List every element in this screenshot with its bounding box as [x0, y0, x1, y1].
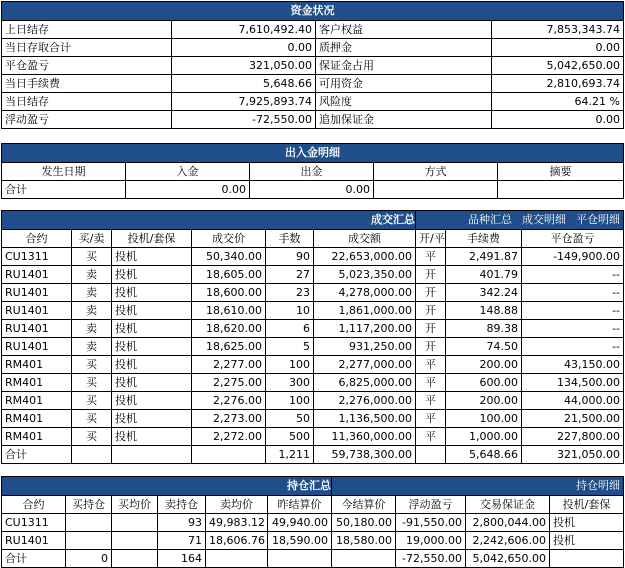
cell: 49,983.12 — [206, 514, 268, 532]
cell: 当日手续费 — [2, 75, 172, 93]
cell: 合计 — [2, 446, 72, 464]
cell: 6 — [266, 320, 314, 338]
cell: 合约 — [2, 230, 72, 248]
cell: 浮动盈亏 — [2, 111, 172, 129]
trades-header-row — [2, 230, 624, 248]
cell: 931,250.00 — [314, 338, 416, 356]
cell: 100 — [266, 356, 314, 374]
link-trade-detail[interactable]: 成交明细 — [522, 213, 567, 226]
cell — [374, 181, 498, 199]
cell: 2,273.00 — [192, 410, 266, 428]
cell: 164 — [158, 550, 206, 568]
cell: 64.21 % — [492, 93, 624, 111]
deposit-header-row — [2, 163, 624, 181]
cell — [112, 532, 158, 550]
cell: 2,242,606.00 — [466, 532, 550, 550]
cell: -- — [522, 266, 624, 284]
cell — [72, 446, 112, 464]
cell: 2,277.00 — [192, 356, 266, 374]
cell: 5,042,650.00 — [492, 57, 624, 75]
cell: -- — [522, 338, 624, 356]
cell — [498, 181, 624, 199]
cell: RU1401 — [2, 320, 72, 338]
table-row — [2, 428, 624, 446]
cell: 开 — [416, 320, 446, 338]
cell: 买 — [72, 428, 112, 446]
cell: 卖持仓 — [158, 496, 206, 514]
fund-row — [2, 111, 624, 129]
cell: 21,500.00 — [522, 410, 624, 428]
cell: 7,853,343.74 — [492, 21, 624, 39]
cell: 手续费 — [446, 230, 522, 248]
cell — [112, 550, 158, 568]
cell: 90 — [266, 248, 314, 266]
table-row — [2, 284, 624, 302]
cell: 7,925,893.74 — [172, 93, 316, 111]
cell: 合计 — [2, 550, 66, 568]
cell: RM401 — [2, 356, 72, 374]
cell: 2,277,000.00 — [314, 356, 416, 374]
cell: RU1401 — [2, 284, 72, 302]
cell: 321,050.00 — [522, 446, 624, 464]
cell: 平 — [416, 374, 446, 392]
cell: 交易保证金 — [466, 496, 550, 514]
cell: 5 — [266, 338, 314, 356]
cell: 1,861,000.00 — [314, 302, 416, 320]
cell: 成交额 — [314, 230, 416, 248]
cell: -- — [522, 320, 624, 338]
cell: 0.00 — [172, 39, 316, 57]
cell: 出金 — [250, 163, 374, 181]
cell: 开 — [416, 284, 446, 302]
link-variety-summary[interactable]: 品种汇总 — [468, 213, 513, 226]
cell: 买 — [72, 392, 112, 410]
cell: 投机 — [112, 338, 192, 356]
fund-row — [2, 75, 624, 93]
table-row — [2, 338, 624, 356]
cell: 摘要 — [498, 163, 624, 181]
positions-table — [1, 476, 624, 568]
cell: 手数 — [266, 230, 314, 248]
cell: CU1311 — [2, 248, 72, 266]
fund-row — [2, 21, 624, 39]
cell: 平 — [416, 248, 446, 266]
fund-row — [2, 39, 624, 57]
cell: 71 — [158, 532, 206, 550]
cell: 追加保证金 — [316, 111, 492, 129]
link-position-detail[interactable]: 持仓明细 — [576, 479, 620, 492]
cell: 入金 — [126, 163, 250, 181]
cell: 100.00 — [446, 410, 522, 428]
cell: 风险度 — [316, 93, 492, 111]
cell: 7,610,492.40 — [172, 21, 316, 39]
cell: 2,810,693.74 — [492, 75, 624, 93]
trades-title: 成交汇总 — [2, 211, 416, 230]
cell: 200.00 — [446, 392, 522, 410]
trades-total-row — [2, 446, 624, 464]
cell: 0.00 — [492, 39, 624, 57]
cell: 50,180.00 — [332, 514, 396, 532]
cell: 5,648.66 — [172, 75, 316, 93]
cell: 买 — [72, 410, 112, 428]
cell — [332, 550, 396, 568]
cell — [268, 550, 332, 568]
cell: 18,580.00 — [332, 532, 396, 550]
trades-table — [1, 210, 624, 464]
cell: 开 — [416, 266, 446, 284]
trades-links — [416, 211, 624, 230]
cell: 134,500.00 — [522, 374, 624, 392]
cell: 18,610.00 — [192, 302, 266, 320]
cell: 18,605.00 — [192, 266, 266, 284]
cell: 0.00 — [250, 181, 374, 199]
cell: 11,360,000.00 — [314, 428, 416, 446]
table-row — [2, 356, 624, 374]
cell: RM401 — [2, 392, 72, 410]
cell: 投机 — [112, 428, 192, 446]
cell: 当日结存 — [2, 93, 172, 111]
cell: 投机 — [112, 266, 192, 284]
cell: RU1401 — [2, 338, 72, 356]
cell: 600.00 — [446, 374, 522, 392]
cell: 59,738,300.00 — [314, 446, 416, 464]
cell: 投机 — [112, 374, 192, 392]
cell: 2,800,044.00 — [466, 514, 550, 532]
cell: RM401 — [2, 428, 72, 446]
fund-row — [2, 93, 624, 111]
cell: -91,550.00 — [396, 514, 466, 532]
cell: 投机 — [550, 532, 624, 550]
cell: -- — [522, 302, 624, 320]
cell: 投机 — [112, 284, 192, 302]
cell: 开/平 — [416, 230, 446, 248]
cell: 买/卖 — [72, 230, 112, 248]
positions-header-row — [2, 496, 624, 514]
cell: 买持仓 — [66, 496, 112, 514]
deposit-title: 出入金明细 — [2, 144, 624, 163]
cell: 43,150.00 — [522, 356, 624, 374]
cell: 当日存取合计 — [2, 39, 172, 57]
cell: 质押金 — [316, 39, 492, 57]
cell: RU1401 — [2, 266, 72, 284]
link-close-detail[interactable]: 平仓明细 — [576, 213, 621, 226]
cell: 6,825,000.00 — [314, 374, 416, 392]
cell: 2,276.00 — [192, 392, 266, 410]
cell: -- — [522, 284, 624, 302]
cell: 平仓盈亏 — [2, 57, 172, 75]
cell: 2,272.00 — [192, 428, 266, 446]
table-row — [2, 514, 624, 532]
cell: 5,042,650.00 — [466, 550, 550, 568]
cell: 1,000.00 — [446, 428, 522, 446]
deposit-total-row — [2, 181, 624, 199]
cell: 方式 — [374, 163, 498, 181]
cell: -149,900.00 — [522, 248, 624, 266]
table-row — [2, 410, 624, 428]
table-row — [2, 374, 624, 392]
cell: 投机 — [550, 514, 624, 532]
cell: 300 — [266, 374, 314, 392]
cell: 18,606.76 — [206, 532, 268, 550]
cell: 18,600.00 — [192, 284, 266, 302]
cell: 50,340.00 — [192, 248, 266, 266]
cell: 平仓盈亏 — [522, 230, 624, 248]
cell: 成交价 — [192, 230, 266, 248]
cell: 50 — [266, 410, 314, 428]
cell: CU1311 — [2, 514, 66, 532]
table-row — [2, 302, 624, 320]
cell: 44,000.00 — [522, 392, 624, 410]
cell — [416, 446, 446, 464]
cell: 148.88 — [446, 302, 522, 320]
cell: 2,275.00 — [192, 374, 266, 392]
cell: 买均价 — [112, 496, 158, 514]
cell: 93 — [158, 514, 206, 532]
cell: RM401 — [2, 410, 72, 428]
table-row — [2, 532, 624, 550]
cell: 浮动盈亏 — [396, 496, 466, 514]
cell: 投机 — [112, 356, 192, 374]
cell: 4,278,000.00 — [314, 284, 416, 302]
cell: 投机 — [112, 248, 192, 266]
cell: 1,117,200.00 — [314, 320, 416, 338]
cell: 19,000.00 — [396, 532, 466, 550]
cell: 49,940.00 — [268, 514, 332, 532]
cell: 平 — [416, 356, 446, 374]
deposit-table — [1, 143, 624, 199]
cell: 18,625.00 — [192, 338, 266, 356]
cell: 200.00 — [446, 356, 522, 374]
cell: RU1401 — [2, 532, 66, 550]
table-row — [2, 320, 624, 338]
cell: 昨结算价 — [268, 496, 332, 514]
cell: 合计 — [2, 181, 126, 199]
cell: 投机 — [112, 410, 192, 428]
cell: 开 — [416, 302, 446, 320]
cell: 5,648.66 — [446, 446, 522, 464]
cell — [192, 446, 266, 464]
cell: 上日结存 — [2, 21, 172, 39]
cell: 74.50 — [446, 338, 522, 356]
cell: 10 — [266, 302, 314, 320]
cell: 保证金占用 — [316, 57, 492, 75]
cell: 投机 — [112, 302, 192, 320]
cell: 卖 — [72, 302, 112, 320]
cell: 18,590.00 — [268, 532, 332, 550]
table-row — [2, 266, 624, 284]
cell: 卖 — [72, 284, 112, 302]
cell: 1,211 — [266, 446, 314, 464]
cell: 卖均价 — [206, 496, 268, 514]
cell: 投机 — [112, 392, 192, 410]
positions-total-row — [2, 550, 624, 568]
cell — [66, 532, 112, 550]
cell: 平 — [416, 428, 446, 446]
positions-title: 持仓汇总 — [2, 477, 332, 496]
cell: RM401 — [2, 374, 72, 392]
cell: 投机 — [112, 320, 192, 338]
cell: 18,620.00 — [192, 320, 266, 338]
cell: 卖 — [72, 266, 112, 284]
positions-links — [332, 477, 624, 496]
cell: 227,800.00 — [522, 428, 624, 446]
cell: 2,491.87 — [446, 248, 522, 266]
cell: 27 — [266, 266, 314, 284]
cell: 合约 — [2, 496, 66, 514]
cell: 客户权益 — [316, 21, 492, 39]
cell: 401.79 — [446, 266, 522, 284]
cell: 发生日期 — [2, 163, 126, 181]
cell — [112, 514, 158, 532]
fund-status-table — [1, 1, 624, 129]
fund-status-title: 资金状况 — [2, 2, 624, 21]
table-row — [2, 392, 624, 410]
cell: RU1401 — [2, 302, 72, 320]
cell: -72,550.00 — [172, 111, 316, 129]
cell — [66, 514, 112, 532]
cell: 卖 — [72, 320, 112, 338]
cell: 1,136,500.00 — [314, 410, 416, 428]
cell: 可用资金 — [316, 75, 492, 93]
cell: 321,050.00 — [172, 57, 316, 75]
cell: 买 — [72, 248, 112, 266]
cell: 22,653,000.00 — [314, 248, 416, 266]
cell: 2,276,000.00 — [314, 392, 416, 410]
cell — [206, 550, 268, 568]
cell: 今结算价 — [332, 496, 396, 514]
cell: 89.38 — [446, 320, 522, 338]
cell: 平 — [416, 392, 446, 410]
cell: 开 — [416, 338, 446, 356]
cell: 0.00 — [126, 181, 250, 199]
cell: 5,023,350.00 — [314, 266, 416, 284]
cell: 投机/套保 — [550, 496, 624, 514]
cell — [112, 446, 192, 464]
cell: 平 — [416, 410, 446, 428]
cell: 0.00 — [492, 111, 624, 129]
cell: 卖 — [72, 338, 112, 356]
cell: 100 — [266, 392, 314, 410]
cell: 342.24 — [446, 284, 522, 302]
cell: 500 — [266, 428, 314, 446]
cell: 买 — [72, 356, 112, 374]
cell: 投机/套保 — [112, 230, 192, 248]
cell — [550, 550, 624, 568]
table-row — [2, 248, 624, 266]
fund-row — [2, 57, 624, 75]
cell: -72,550.00 — [396, 550, 466, 568]
cell: 买 — [72, 374, 112, 392]
cell: 23 — [266, 284, 314, 302]
cell: 0 — [66, 550, 112, 568]
